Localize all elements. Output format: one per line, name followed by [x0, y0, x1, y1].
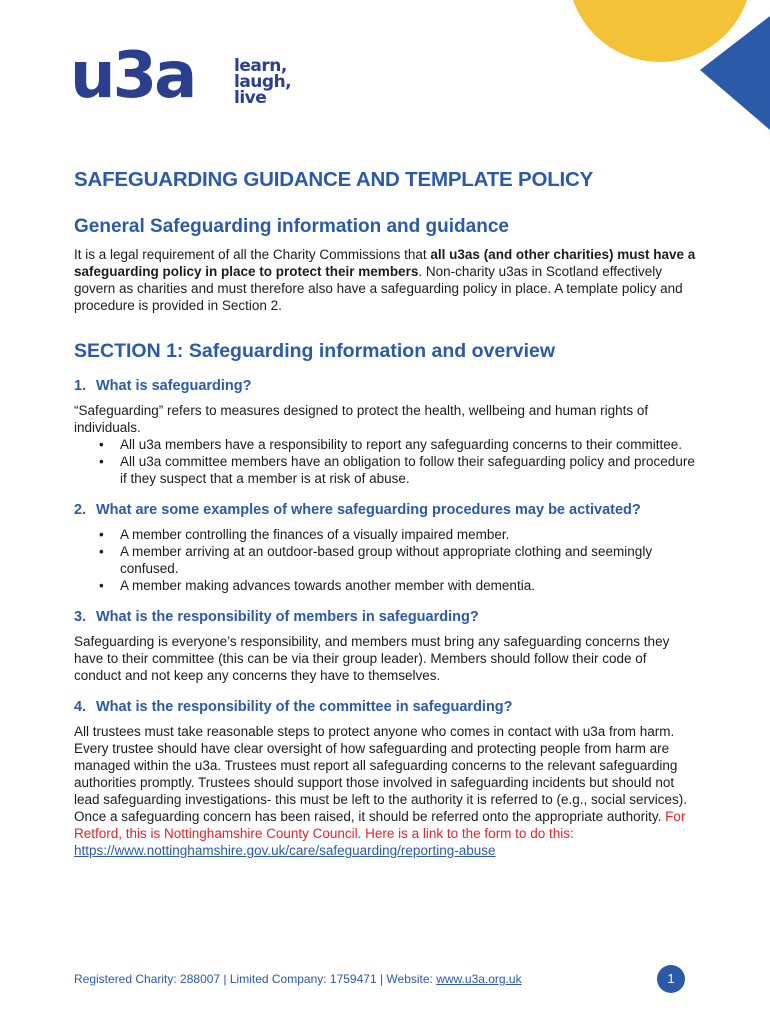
q2-heading	[74, 501, 696, 520]
document-body	[74, 168, 696, 859]
q4-text-2-start: Once a safeguarding concern has been raised, it should be referred onto the appropriate authority.	[74, 809, 666, 824]
general-text-bold: all u3as (and other charities) must have a safeguarding policy in place to protect their members	[74, 247, 696, 279]
q3-text: Safeguarding is everyone’s responsibility, and members must bring any safeguarding concerns they have to their committee (this can be via their group leader). Members should follow their code of conduct and not keep any concerns they have to themselves.	[74, 634, 670, 683]
page-number-badge: 1	[657, 965, 685, 993]
q1-bullet-2: • All u3a committee members have an obligation to follow their safeguarding policy and procedure if they suspect that a member is at risk of abuse.	[120, 453, 696, 487]
q2-number: 2.	[74, 502, 87, 518]
q3-heading	[74, 608, 696, 627]
q1-title: What is safeguarding?	[96, 378, 252, 394]
decorative-corner-shapes	[470, 0, 770, 130]
q4-red-text: For Retford, this is Nottinghamshire County Council. Here is a link to the form to do this:	[74, 809, 686, 841]
q2-bullet-3: • A member making advances towards another member with dementia.	[120, 577, 696, 594]
tagline-line-1: learn,	[234, 56, 287, 76]
logo-wordmark: u3a	[70, 39, 195, 113]
q1-bullet-1: • All u3a members have a responsibility to report any safeguarding concerns to their committee.	[120, 436, 696, 453]
q4-number: 4.	[74, 699, 87, 715]
q3-title: What is the responsibility of members in safeguarding?	[96, 609, 479, 625]
q4-title: What is the responsibility of the committee in safeguarding?	[96, 699, 513, 715]
reporting-abuse-link[interactable]: https://www.nottinghamshire.gov.uk/care/safeguarding/reporting-abuse	[74, 843, 496, 858]
q1-number: 1.	[74, 378, 87, 394]
q2-bullet-list	[74, 526, 696, 594]
general-text-start: It is a legal requirement of all the Charity Commissions that	[74, 247, 431, 262]
q1-bullet-list	[74, 436, 696, 487]
logo-tagline	[234, 58, 291, 106]
q4-heading	[74, 698, 696, 717]
website-link[interactable]: www.u3a.org.uk	[436, 972, 522, 986]
general-text-end: . Non-charity u3as in Scotland effectively govern as charities and must therefore also have a safeguarding policy in place. A template policy and procedure is provided in Section 2.	[74, 264, 683, 313]
q2-bullet-2: • A member arriving at an outdoor-based group without appropriate clothing and seemingly confused.	[120, 543, 696, 577]
q1-text: “Safeguarding” refers to measures designed to protect the health, wellbeing and human rights of individuals.	[74, 403, 649, 435]
footer	[74, 972, 522, 986]
footer-text: Registered Charity: 288007 | Limited Company: 1759471 | Website:	[74, 972, 437, 986]
q4-text-1: All trustees must take reasonable steps to protect anyone who comes in contact with u3a from harm. Every trustee should have clear oversight of how safeguarding and protecting people from harm are managed within the u3a. Trustees must report all safeguarding concerns to the relevant safeguarding authorities promptly. Trustees should support those involved in safeguarding incidents but should not lead safeguarding investigations- this must be left to the authority it is referred to (e.g., social services).	[74, 724, 688, 807]
general-heading: General Safeguarding information and guidance	[74, 216, 509, 237]
section1-heading: SECTION 1: Safeguarding information and overview	[74, 340, 556, 362]
q4-text-2	[74, 808, 696, 859]
tagline-line-2: laugh,	[234, 72, 292, 92]
general-paragraph	[74, 246, 696, 314]
tagline-line-3: live	[234, 88, 267, 108]
q2-bullet-1: • A member controlling the finances of a visually impaired member.	[120, 526, 696, 543]
document-title: SAFEGUARDING GUIDANCE AND TEMPLATE POLICY	[74, 168, 594, 191]
q1-heading	[74, 377, 696, 396]
q2-title: What are some examples of where safeguarding procedures may be activated?	[96, 502, 641, 518]
q3-number: 3.	[74, 609, 87, 625]
